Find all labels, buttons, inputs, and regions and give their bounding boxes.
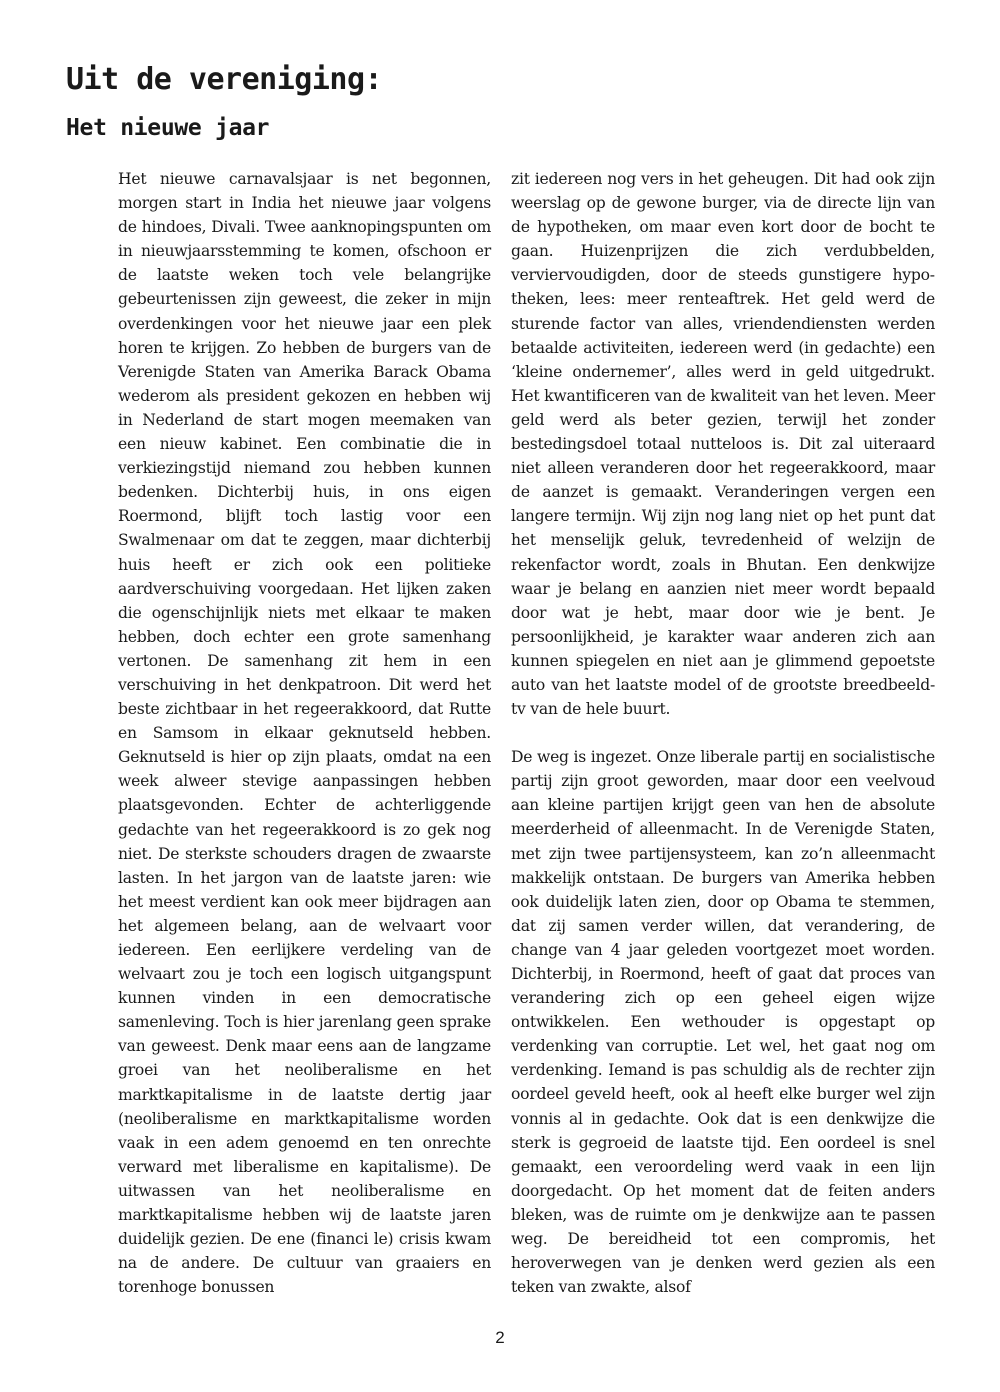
paragraph: De weg is ingezet. Onze liberale partij en socialistische partij zijn groot geworden, maar door een veelvoud aan kleine partijen krijgt geen van hen de absolute meerderheid of alleenmacht. In de Verenigde Staten, met zijn twee partijensysteem, kan zo’n alleenmacht makkelijk ontstaan. De burgers van Amerika hebben ook duidelijk laten zien, door op Obama te stemmen, dat zij samen verder willen, dat verandering, de change van 4 jaar geleden voortgezet moet worden. Dichterbij, in Roermond, heeft of gaat dat proces van verandering zich op een geheel eigen wijze ontwikkelen. Een wethouder is opgestapt op verdenking van corruptie. Let wel, het gaat nog om verdenking. Iemand is pas schuldig als de rechter zijn oordeel geveld heeft, ook al heeft elke burger wel zijn vonnis al in gedachte. Ook dat is een denkwijze die sterk is gegroeid de laatste tijd. Een oordeel is snel gemaakt, een veroordeling werd vaak in een lijn doorgedacht. Op het moment dat de feiten anders bleken, was de ruimte om je denkwijze aan te passen weg. De bereidheid tot een compromis, het heroverwegen van je denken werd gezien als een teken van zwakte, alsof: [511, 748, 935, 1297]
article-subtitle: Het nieuwe jaar: [66, 115, 270, 141]
page-number: 2: [495, 1328, 505, 1347]
article-column-left: [118, 167, 491, 1299]
paragraph: zit iedereen nog vers in het geheugen. Dit had ook zijn weerslag op de gewone burger, via de directe lijn van de hypotheken, om maar even kort door de bocht te gaan. Huizenprijzen die zich verdubbelden, verviervoudigden, door de steeds gunstigere hypotheken, lees: meer renteaftrek. Het geld werd de sturende factor van alles, vriendendiensten werden betaalde activiteiten, iedereen werd (in gedachte) een ‘kleine ondernemer’, alles werd in geld uitgedrukt. Het kwantificeren van de kwaliteit van het leven. Meer geld werd als beter gezien, terwijl het zonder bestedingsdoel totaal nutteloos is. Dit zal uiteraard niet alleen veranderen door het regeerakkoord, maar de aanzet is gemaakt. Veranderingen vergen een langere termijn. Wij zijn nog lang niet op het punt dat het menselijk geluk, tevredenheid of welzijn de rekenfactor wordt, zoals in Bhutan. Een denkwijze waar je belang en aanzien niet meer wordt bepaald door wat je hebt, maar door wie je bent. Je persoonlijkheid, je karakter waar anderen zich aan kunnen spiegelen en niet aan je glimmend gepoetste auto van het laatste model of de grootste breedbeeld-tv van de hele buurt.: [511, 170, 935, 719]
paragraph: Het nieuwe carnavalsjaar is net begonnen, morgen start in India het nieuwe jaar volgens de hindoes, Divali. Twee aanknopingspunten om in nieuwjaarsstemming te komen, ofschoon er de laatste weken toch vele belangrijke gebeurtenissen zijn geweest, die zeker in mijn overdenkingen voor het nieuwe jaar een plek horen te krijgen. Zo hebben de burgers van de Verenigde Staten van Amerika Barack Obama wederom als president gekozen en hebben wij in Nederland de start mogen meemaken van een nieuw kabinet. Een combinatie die in verkiezingstijd niemand zou hebben kunnen bedenken. Dichterbij huis, in ons eigen Roermond, blijft toch lastig voor een Swalmenaar om dat te zeggen, maar dichterbij huis heeft er zich ook een politieke aardverschuiving voorgedaan. Het lijken zaken die ogenschijnlijk niets met elkaar te maken hebben, doch echter een grote samenhang vertonen. De samenhang zit hem in een verschuiving in het denkpatroon. Dit werd het beste zichtbaar in het regeerakkoord, dat Rutte en Samsom in elkaar geknutseld hebben. Geknutseld is hier op zijn plaats, omdat na een week alweer stevige aanpassingen hebben plaatsgevonden. Echter de achterliggende gedachte van het regeerakkoord is zo gek nog niet. De sterkste schouders dragen de zwaarste lasten. In het jargon van de laatste jaren: wie het meest verdient kan ook meer bijdragen aan het algemeen belang, aan de welvaart voor iedereen. Een eerlijkere verdeling van de welvaart zou je toch een logisch uitgangspunt kunnen vinden in een democratische samenleving. Toch is hier jarenlang geen sprake van geweest. Denk maar eens aan de langzame groei van het neoliberalisme en het marktkapitalisme in de laatste dertig jaar (neoliberalisme en marktkapitalisme worden vaak in een adem genoemd en ten onrechte verward met liberalisme en kapitalisme). De uitwassen van het neoliberalisme en marktkapitalisme hebben wij de laatste jaren duidelijk gezien. De ene (financi le) crisis kwam na de andere. De cultuur van graaiers en torenhoge bonussen: [118, 170, 491, 1297]
article-column-right: [511, 167, 935, 1299]
page-title: Uit de vereniging:: [66, 62, 383, 97]
